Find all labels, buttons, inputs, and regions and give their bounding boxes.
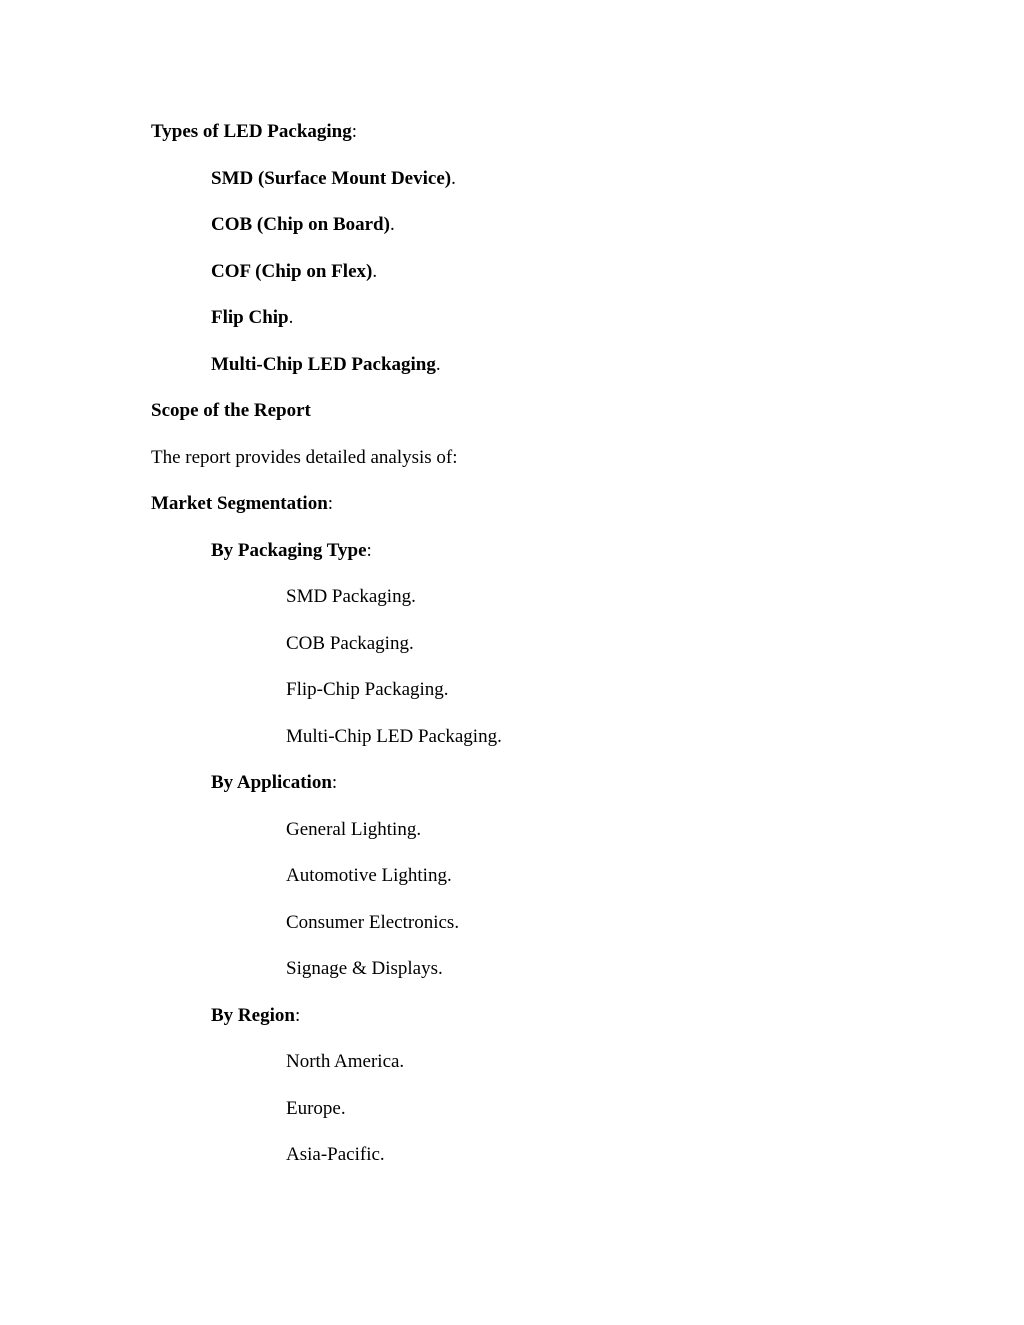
types-item-label: Multi-Chip LED Packaging — [211, 354, 436, 375]
types-heading-text: Types of LED Packaging — [151, 121, 352, 142]
types-item-label: Flip Chip — [211, 307, 289, 328]
segment-list-item: Multi-Chip LED Packaging. — [286, 726, 502, 747]
segment-group-label: By Region — [211, 1005, 295, 1026]
segment-group-colon: : — [366, 540, 372, 561]
segment-group-heading — [211, 539, 372, 563]
types-item-period: . — [451, 168, 456, 189]
types-item-label: SMD (Surface Mount Device) — [211, 168, 452, 189]
types-item-period: . — [389, 214, 395, 235]
segment-list-item: Automotive Lighting. — [286, 865, 452, 886]
segment-group-colon: : — [331, 772, 338, 793]
types-item-period: . — [288, 307, 294, 328]
segment-group-label: By Application — [211, 772, 332, 793]
segmentation-heading — [151, 492, 333, 516]
segment-list-item: Consumer Electronics. — [286, 912, 460, 933]
segment-list-item: North America. — [286, 1051, 405, 1072]
types-item-label: COF (Chip on Flex) — [211, 261, 373, 282]
scope-intro: The report provides detailed analysis of: — [151, 447, 458, 468]
types-item — [211, 167, 456, 191]
segmentation-heading-colon: : — [327, 493, 334, 514]
segment-list-item: Flip-Chip Packaging. — [286, 679, 449, 700]
types-item-label: COB (Chip on Board) — [211, 214, 390, 235]
types-item — [211, 306, 293, 330]
types-item — [211, 353, 441, 377]
segment-list-item: SMD Packaging. — [286, 586, 416, 607]
scope-heading: Scope of the Report — [151, 400, 311, 421]
segment-group-heading — [211, 1004, 300, 1028]
segment-list-item: COB Packaging. — [286, 633, 414, 654]
types-item — [211, 260, 377, 284]
types-item-period: . — [435, 354, 441, 375]
types-item — [211, 213, 395, 237]
segment-list-item: General Lighting. — [286, 819, 422, 840]
types-heading — [151, 120, 357, 144]
segmentation-heading-text: Market Segmentation — [151, 493, 328, 514]
segment-group-colon: : — [294, 1005, 301, 1026]
segment-group-label: By Packaging Type — [211, 540, 367, 561]
types-heading-colon: : — [351, 121, 358, 142]
segment-list-item: Signage & Displays. — [286, 958, 443, 979]
segment-group-heading — [211, 771, 337, 795]
segment-list-item: Asia-Pacific. — [286, 1144, 385, 1165]
segment-list-item: Europe. — [286, 1098, 346, 1119]
types-item-period: . — [372, 261, 378, 282]
